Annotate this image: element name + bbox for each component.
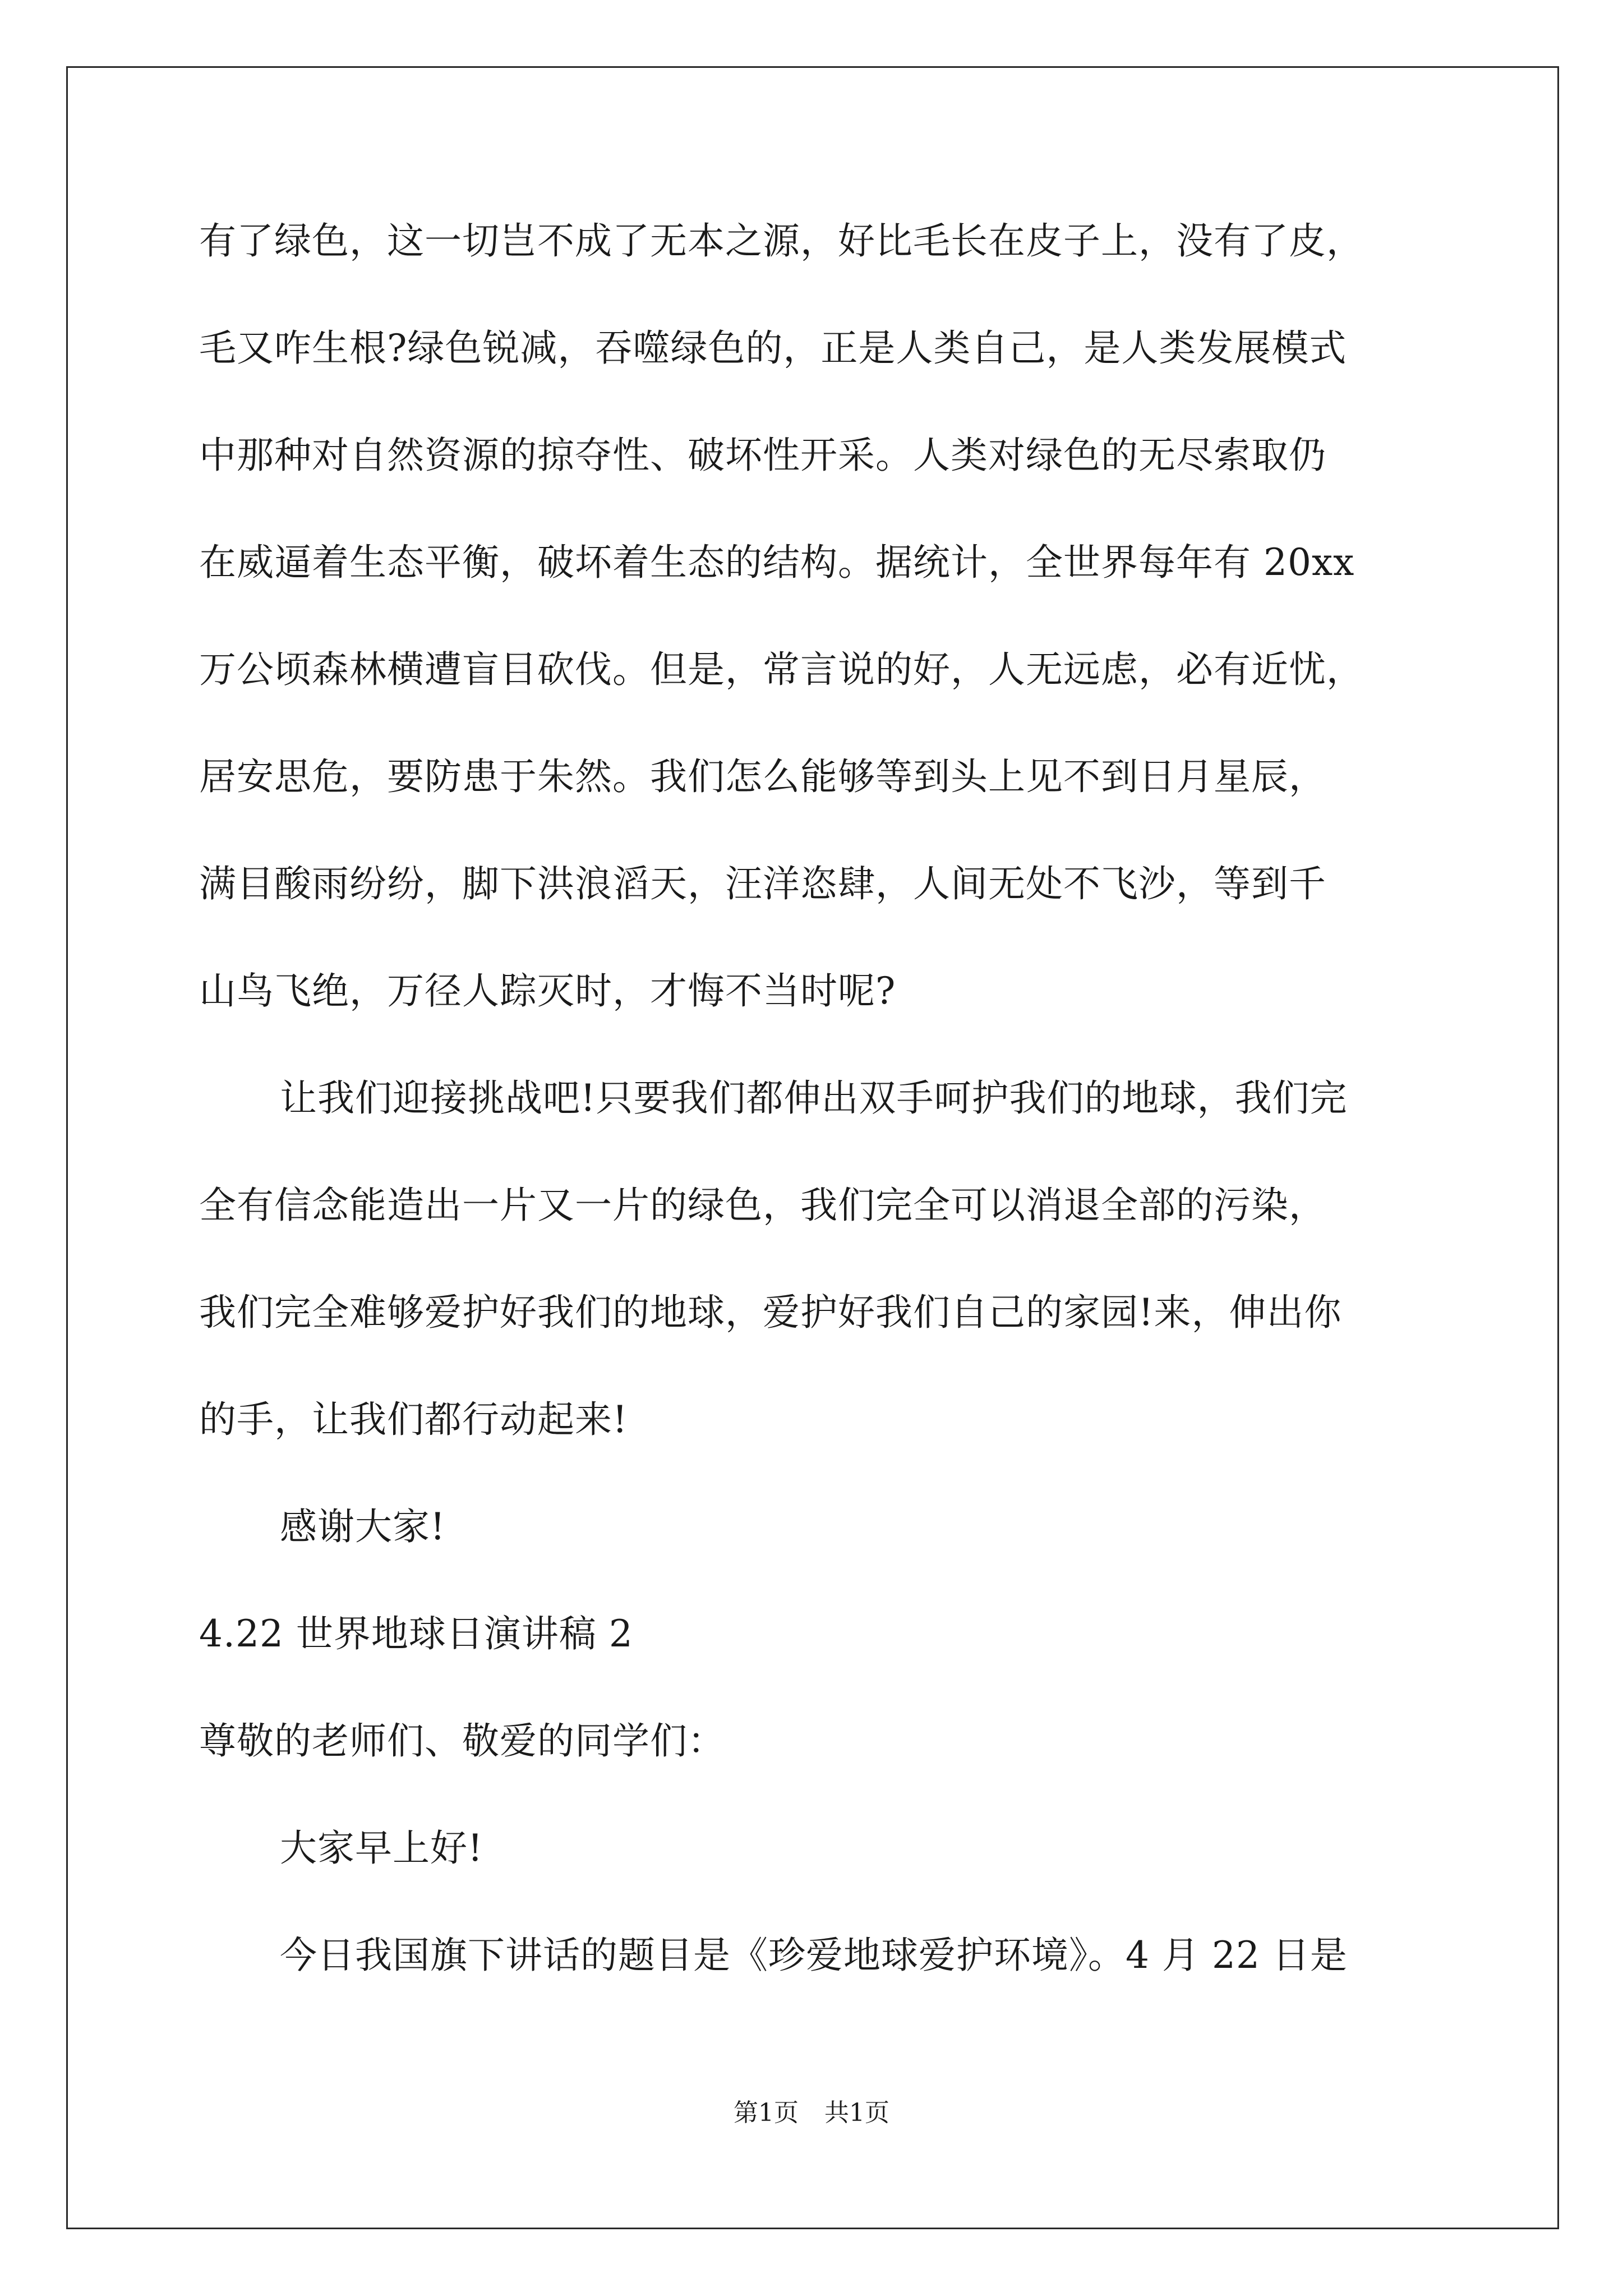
text-line: 居安思危，要防患于朱然。我们怎么能够等到头上见不到日月星辰， bbox=[199, 755, 1326, 798]
salutation-line: 尊敬的老师们、敬爱的同学们： bbox=[199, 1719, 725, 1763]
paragraph-start-line: 让我们迎接挑战吧!只要我们都伸出双手呵护我们的地球，我们完 bbox=[280, 1076, 1348, 1120]
page-number: 第1页 bbox=[734, 2099, 799, 2127]
section-title: 4.22 世界地球日演讲稿 2 bbox=[199, 1612, 633, 1655]
greeting-line: 大家早上好! bbox=[280, 1826, 483, 1870]
text-line: 毛又咋生根?绿色锐减，吞噬绿色的，正是人类自己，是人类发展模式 bbox=[199, 326, 1347, 370]
page-footer bbox=[0, 2092, 1623, 2128]
paragraph-start-line: 今日我国旗下讲话的题目是《珍爱地球爱护环境》。4 月 22 日是 bbox=[280, 1934, 1348, 1977]
thanks-line: 感谢大家! bbox=[280, 1505, 446, 1548]
text-line: 在威逼着生态平衡，破坏着生态的结构。据统计，全世界每年有 20xx bbox=[199, 541, 1355, 584]
text-line: 中那种对自然资源的掠夺性、破坏性开采。人类对绿色的无尽索取仍 bbox=[199, 434, 1326, 477]
text-line: 满目酸雨纷纷，脚下洪浪滔天，汪洋恣肆，人间无处不飞沙，等到千 bbox=[199, 862, 1326, 905]
page-total: 共1页 bbox=[824, 2099, 889, 2127]
text-line: 全有信念能造出一片又一片的绿色，我们完全可以消退全部的污染， bbox=[199, 1184, 1326, 1227]
text-line: 我们完全难够爱护好我们的地球，爱护好我们自己的家园!来，伸出你 bbox=[199, 1291, 1342, 1334]
text-line: 的手，让我们都行动起来! bbox=[199, 1398, 628, 1441]
document-body bbox=[199, 210, 1433, 2032]
text-line: 有了绿色，这一切岂不成了无本之源，好比毛长在皮子上，没有了皮， bbox=[199, 219, 1364, 263]
text-line: 万公顷森林横遭盲目砍伐。但是，常言说的好，人无远虑，必有近忧， bbox=[199, 648, 1364, 691]
text-line: 山鸟飞绝，万径人踪灭时，才悔不当时呢? bbox=[199, 969, 896, 1013]
